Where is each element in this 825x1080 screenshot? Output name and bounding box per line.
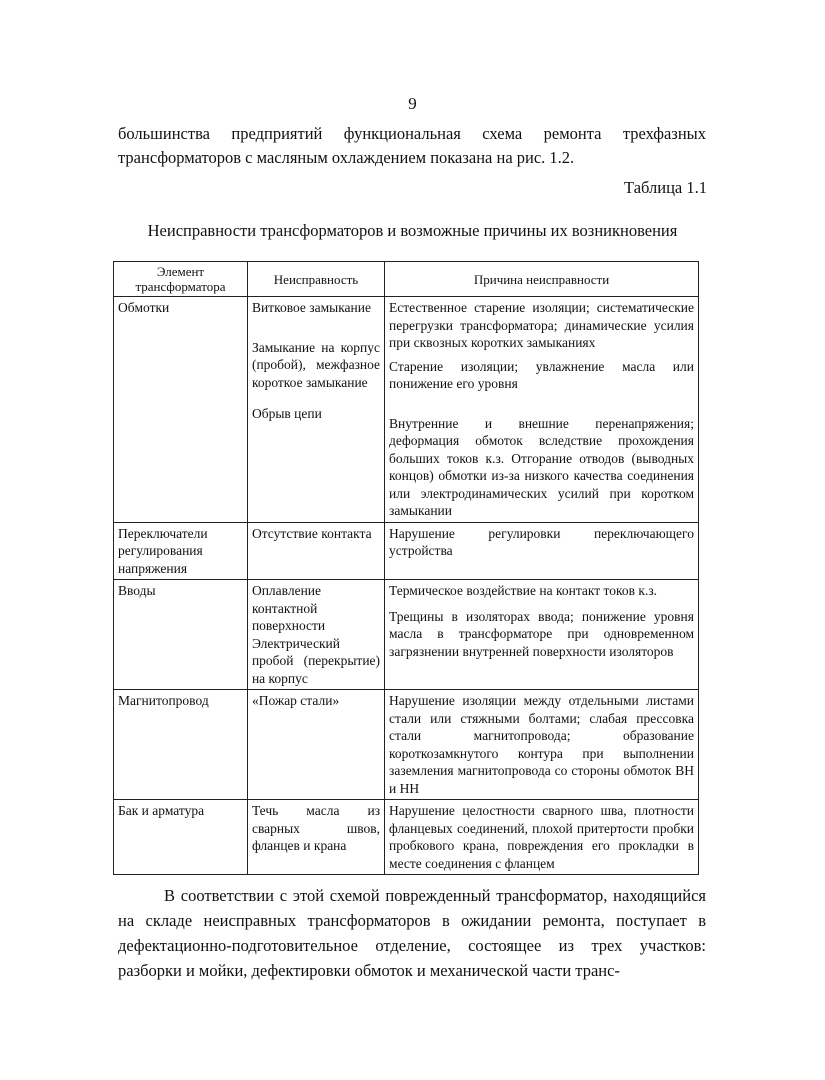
header-cause: Причина неисправности [385,262,699,297]
fault-text: Витковое замыкание [251,300,371,315]
cause-text: Естественное старение изоляции; систематические перегрузки трансформатора; динамические усилия при сквозных коротких замыканиях [389,300,694,350]
cause-text: Нарушение изоляции между отдельными листами стали или стяжными болтами; слабая прессовка стали магнитопровода; образование короткозамкнутого контура при выполнении заземления магнитопровода со стороны обмоток ВН и НН [389,693,694,796]
element-cell: Магнитопровод [114,690,248,800]
table-title: Неисправности трансформаторов и возможные причины их возникновения [147,221,678,240]
header-element: Элемент трансформатора [114,262,248,297]
cause-cell [385,522,699,580]
table-row [114,800,699,875]
fault-cell [247,297,384,523]
cause-text: Внутренние и внешние перенапряжения; деформация обмоток вследствие прохождения больших токов к.з. Отгорание отводов (выводных концов) обмотки из-за низкого качества соединения или электродинамических усилий при коротком замыкании [389,415,694,518]
fault-cell [247,690,384,800]
closing-paragraph: В соответствии с этой схемой поврежденный трансформатор, находящийся на складе неисправных трансформаторов в ожидании ремонта, поступает в дефектационно-подготовительное отделение, состоящее из трех участков: разборки и мойки, дефектировки обмоток и механической части транс- [118,886,706,980]
table-row [114,580,699,690]
fault-text: Замыкание на корпус (пробой), межфазное короткое замыкание [251,339,381,390]
cause-text: Старение изоляции; увлажнение масла или понижение его уровня [389,358,694,391]
fault-text: Электрический пробой (перекрытие) на корпус [251,635,381,686]
cause-text: Термическое воздействие на контакт токов к.з. [389,583,658,598]
fault-text: Течь масла из сварных швов, фланцев и крана [251,803,381,853]
cause-text: Нарушение целостности сварного шва, плотности фланцевых соединений, плохой притертости пробки пробкового крана, повреждения его прокладки в месте соединения с фланцем [389,803,694,871]
fault-cell [247,800,384,875]
fault-text: Оплавление контактной поверхности [251,583,326,633]
header-fault: Неисправность [247,262,384,297]
table-header-row [114,262,699,297]
fault-text: «Пожар стали» [251,693,340,708]
fault-text: Отсутствие контакта [251,525,372,541]
faults-table [113,261,699,875]
table-row [114,297,699,523]
element-cell: Переключатели регулирования напряжения [114,522,248,580]
cause-text: Нарушение регулировки переключающего устройства [389,525,694,558]
intro-paragraph: большинства предприятий функциональная схема ремонта трехфазных трансформаторов с масляным охлаждением показана на рис. 1.2. [118,124,706,167]
cause-cell [385,580,699,690]
table-row [114,690,699,800]
element-cell: Вводы [114,580,248,690]
element-cell: Обмотки [114,297,248,523]
fault-cell [247,522,384,580]
cause-text: Трещины в изоляторах ввода; понижение уровня масла в трансформаторе при одновременном загрязнении внутренней поверхности изоляторов [389,608,694,659]
cause-cell [385,690,699,800]
fault-cell [247,580,384,690]
table-row [114,522,699,580]
cause-cell [385,800,699,875]
cause-cell [385,297,699,523]
fault-text: Обрыв цепи [251,406,322,421]
element-cell: Бак и арматура [114,800,248,875]
page-number: 9 [408,94,417,113]
table-label: Таблица 1.1 [624,178,707,197]
